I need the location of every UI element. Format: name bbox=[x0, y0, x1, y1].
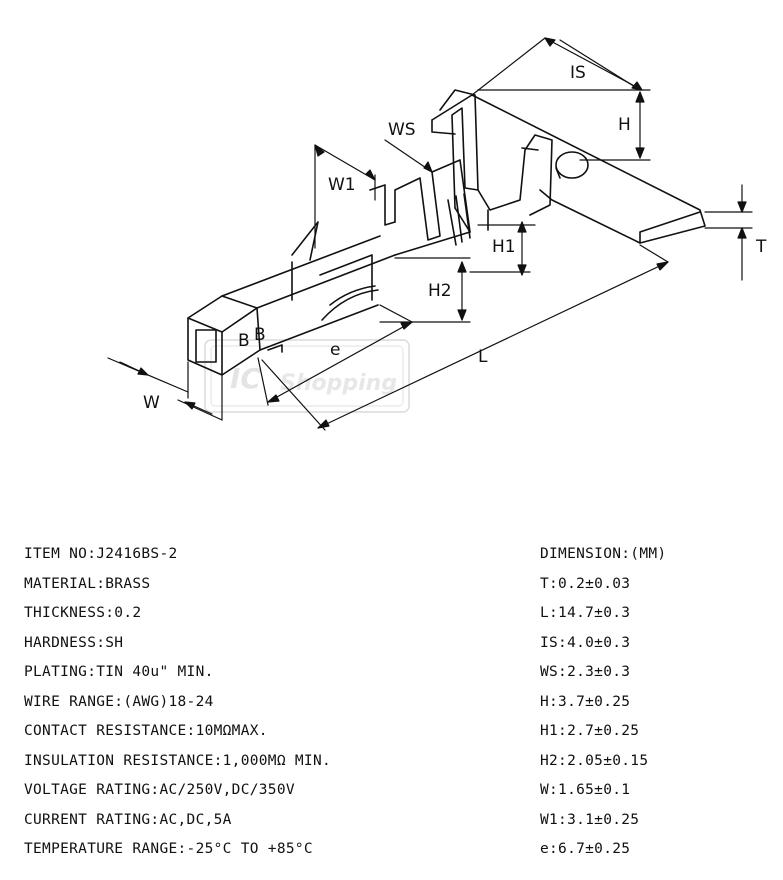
label-is: IS bbox=[570, 63, 586, 83]
spec-wire-range: WIRE RANGE:(AWG)18-24 bbox=[24, 693, 214, 710]
dimension-t: T:0.2±0.03 bbox=[540, 575, 631, 592]
dim-l bbox=[262, 245, 668, 430]
insulation-crimp bbox=[440, 90, 552, 245]
label-l: L bbox=[478, 347, 488, 367]
spec-hardness: HARDNESS:SH bbox=[24, 634, 124, 651]
spec-thickness: THICKNESS:0.2 bbox=[24, 605, 142, 621]
dimension-w: W:1.65±0.1 bbox=[540, 782, 631, 798]
mark-b2: B bbox=[254, 325, 266, 345]
dimension-list bbox=[540, 544, 666, 869]
dim-h bbox=[478, 90, 650, 160]
spec-material: MATERIAL:BRASS bbox=[24, 575, 151, 592]
label-t: T bbox=[756, 237, 767, 257]
spec-contact-resistance: CONTACT RESISTANCE:10MΩMAX. bbox=[24, 723, 268, 739]
tab-plate bbox=[432, 95, 705, 243]
label-h2: H2 bbox=[428, 281, 452, 301]
dim-ws bbox=[385, 120, 432, 172]
spec-insulation-resistance: INSULATION RESISTANCE:1,000MΩ MIN. bbox=[24, 752, 332, 769]
dimension-ws: WS:2.3±0.3 bbox=[540, 664, 631, 680]
spec-item-no: ITEM NO:J2416BS-2 bbox=[24, 546, 178, 562]
spec-list bbox=[24, 544, 331, 869]
label-h1: H1 bbox=[492, 237, 516, 257]
dim-h1 bbox=[470, 222, 535, 275]
dimension-header: DIMENSION:(MM) bbox=[540, 546, 667, 562]
spec-temperature-range: TEMPERATURE RANGE:-25°C TO +85°C bbox=[24, 841, 313, 857]
watermark-text: Shopping bbox=[280, 371, 398, 396]
dim-t bbox=[705, 185, 767, 280]
spec-voltage-rating: VOLTAGE RATING:AC/250V,DC/350V bbox=[24, 782, 295, 798]
label-w1: W1 bbox=[328, 175, 356, 195]
dimension-is: IS:4.0±0.3 bbox=[540, 634, 631, 651]
label-e: e bbox=[330, 340, 341, 360]
terminal-body bbox=[188, 222, 395, 375]
label-ws: WS bbox=[388, 120, 416, 140]
spec-current-rating: CURRENT RATING:AC,DC,5A bbox=[24, 811, 232, 828]
label-h: H bbox=[618, 115, 631, 135]
spec-plating: PLATING:TIN 40u" MIN. bbox=[24, 664, 214, 680]
dimension-w1: W1:3.1±0.25 bbox=[540, 811, 640, 828]
mark-b1: B bbox=[238, 331, 250, 351]
watermark bbox=[205, 340, 409, 412]
dim-w1 bbox=[315, 145, 375, 248]
dim-is bbox=[472, 38, 642, 95]
label-w: W bbox=[143, 393, 160, 413]
dimension-h1: H1:2.7±0.25 bbox=[540, 723, 640, 739]
dimension-l: L:14.7±0.3 bbox=[540, 605, 631, 621]
dimension-e: e:6.7±0.25 bbox=[540, 841, 631, 857]
dimension-h2: H2:2.05±0.15 bbox=[540, 752, 649, 769]
dimension-h: H:3.7±0.25 bbox=[540, 693, 631, 710]
watermark-prefix: IC bbox=[230, 362, 261, 395]
